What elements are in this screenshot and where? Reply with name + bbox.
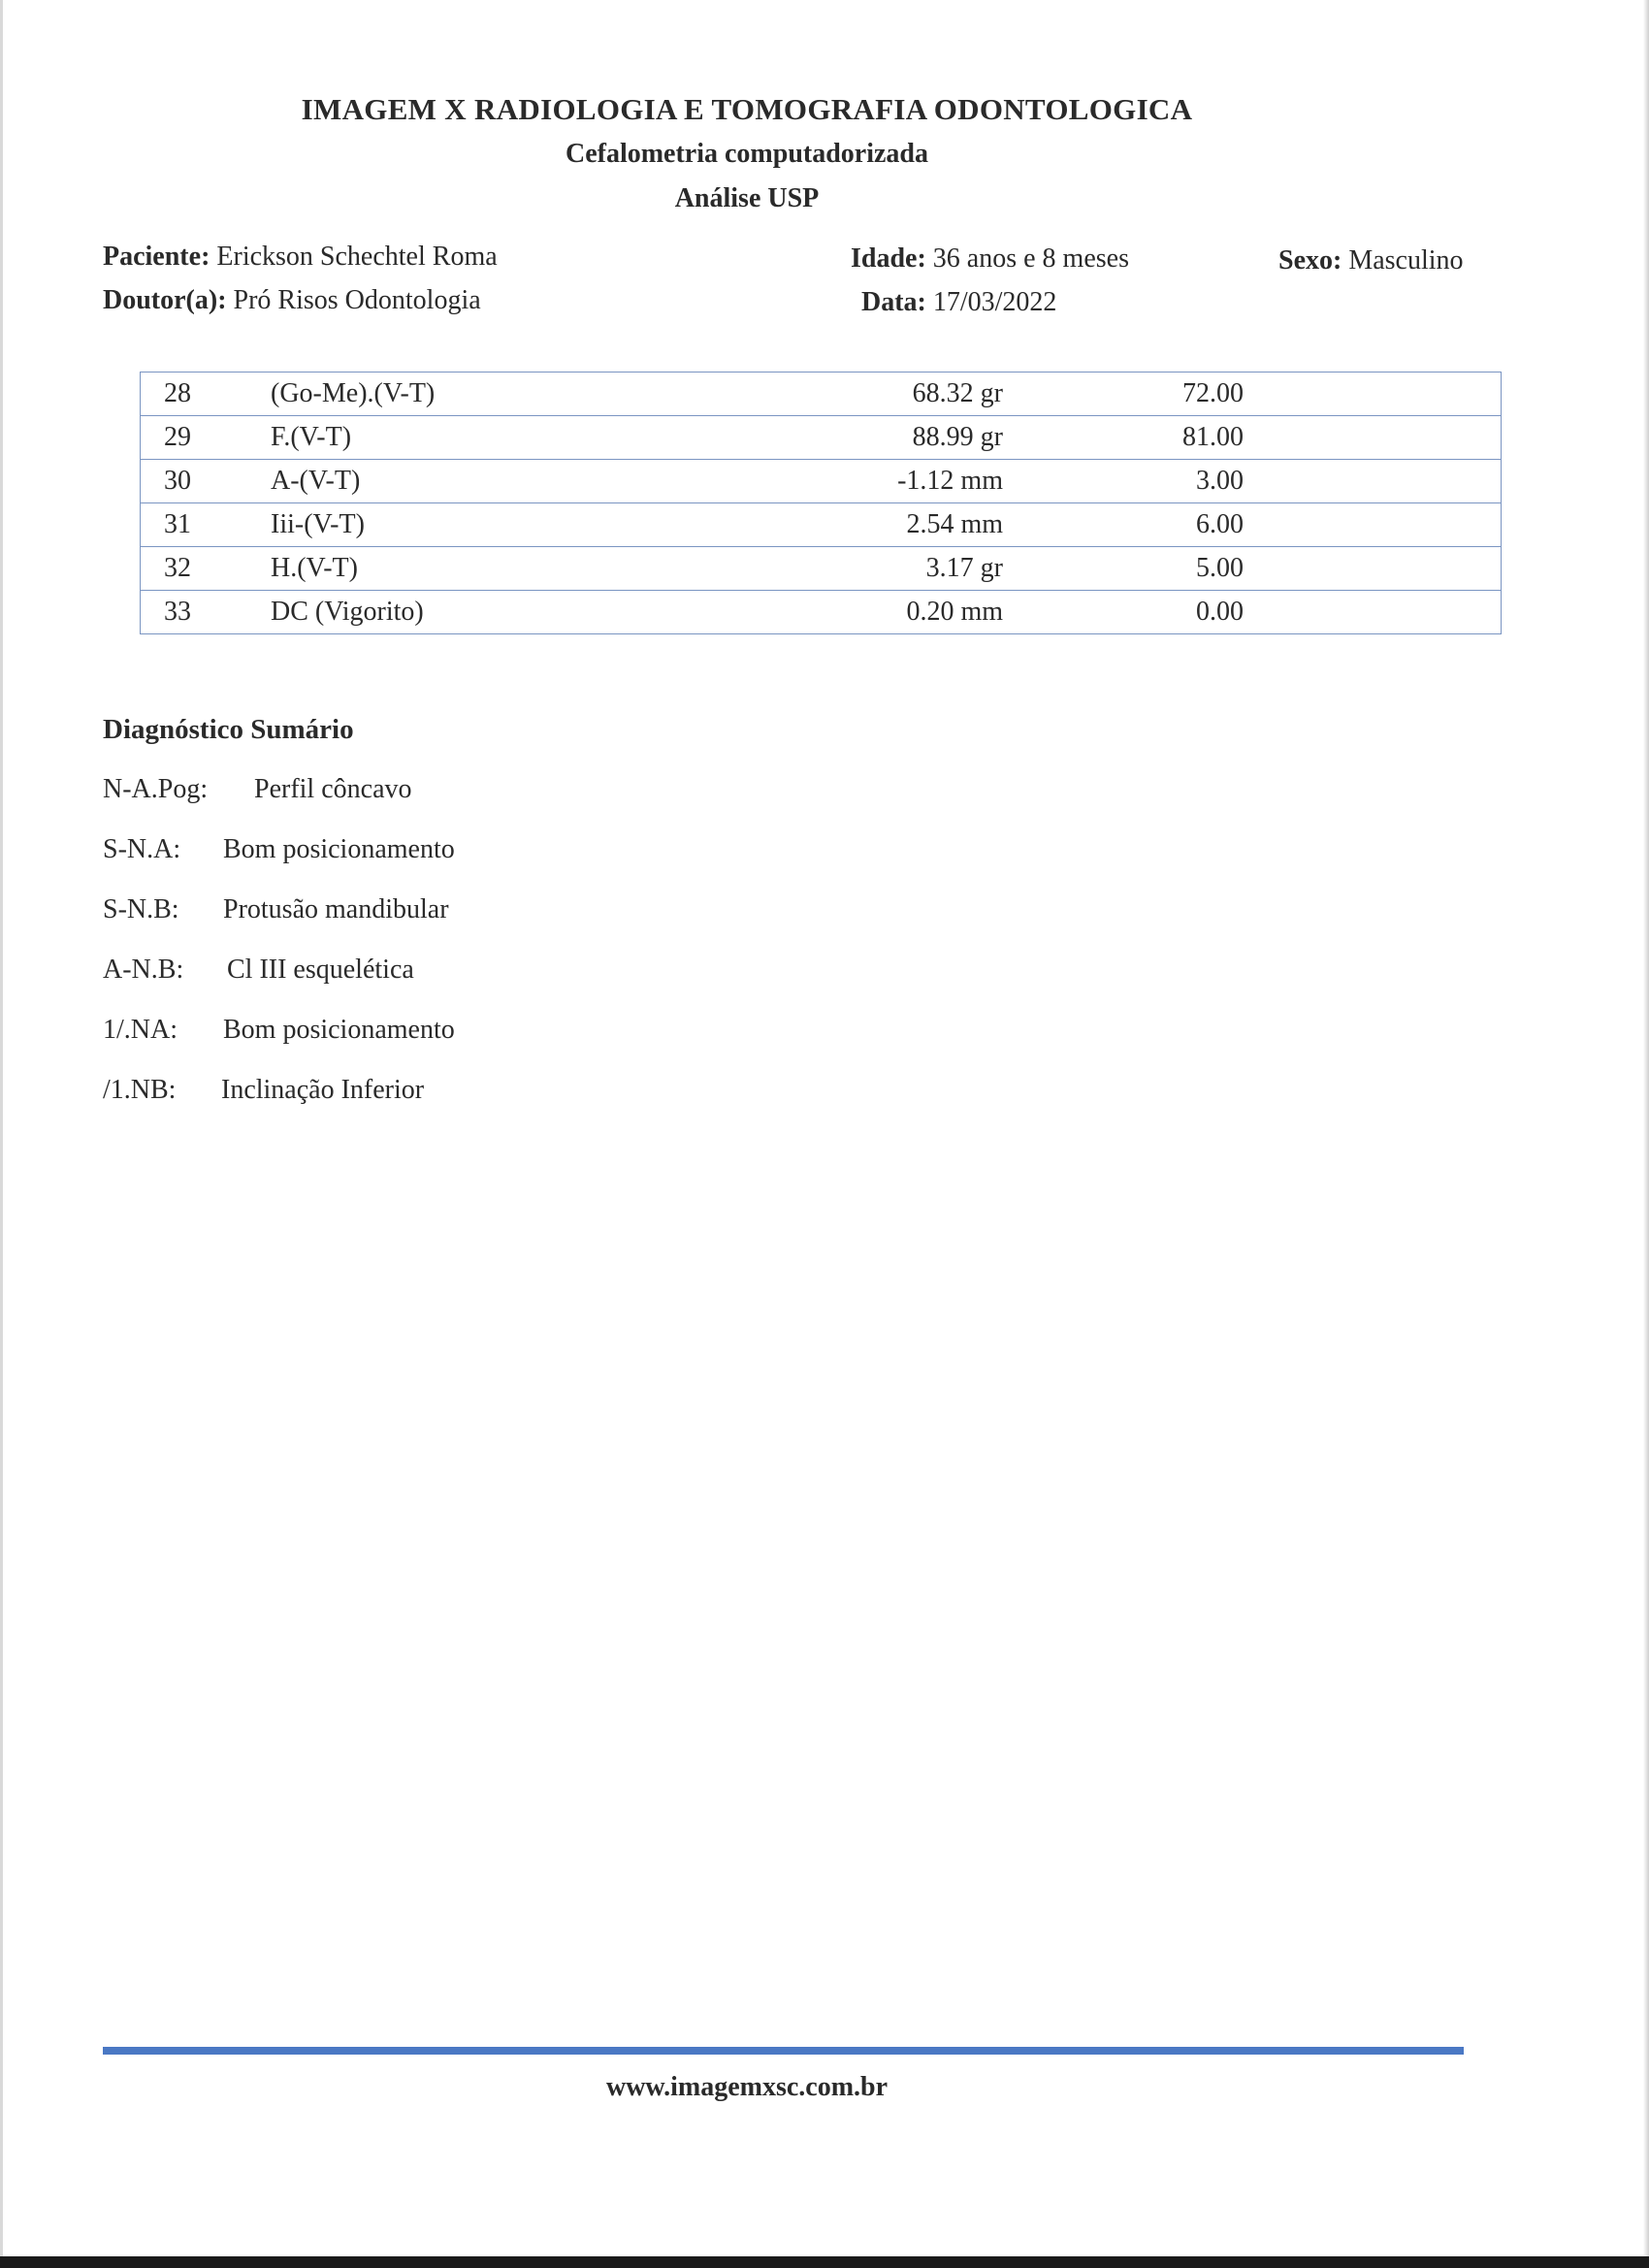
table-row [141, 373, 1502, 416]
table-row [141, 503, 1502, 547]
measurement-description: H.(V-T) [271, 547, 775, 591]
measurement-blank [1244, 416, 1502, 460]
measurement-number: 30 [141, 460, 272, 503]
date-field [861, 287, 1056, 318]
patient-field [103, 242, 498, 273]
diagnosis-title: Diagnóstico Sumário [103, 714, 354, 745]
diagnosis-value: Inclinação Inferior [221, 1075, 425, 1105]
age-field [851, 243, 1129, 275]
diagnosis-item [103, 774, 412, 805]
diagnosis-key: S-N.B: [103, 894, 179, 924]
measurement-reference: 81.00 [1003, 416, 1244, 460]
patient-label: Paciente: [103, 242, 210, 272]
doctor-value: Pró Risos Odontologia [233, 285, 481, 315]
patient-value: Erickson Schechtel Roma [216, 242, 498, 272]
measurement-reference: 72.00 [1003, 373, 1244, 416]
page-edge-left [0, 0, 3, 2268]
measurement-reference: 0.00 [1003, 591, 1244, 634]
measurement-number: 28 [141, 373, 272, 416]
age-label: Idade: [851, 243, 926, 274]
document-subtitle: Cefalometria computadorizada [565, 139, 929, 169]
measurement-blank [1244, 591, 1502, 634]
diagnosis-item [103, 1075, 425, 1106]
analysis-name: Análise USP [674, 183, 820, 213]
measurement-value: 88.99 gr [775, 416, 1003, 460]
diagnosis-item [103, 834, 455, 865]
measurement-blank [1244, 503, 1502, 547]
diagnosis-value: Cl III esquelética [227, 955, 414, 985]
table-row [141, 547, 1502, 591]
measurement-value: 0.20 mm [775, 591, 1003, 634]
measurement-blank [1244, 547, 1502, 591]
measurement-description: DC (Vigorito) [271, 591, 775, 634]
footer-website: www.imagemxsc.com.br [605, 2072, 889, 2102]
diagnosis-key: A-N.B: [103, 955, 184, 985]
footer-divider [103, 2047, 1464, 2055]
diagnosis-key: /1.NB: [103, 1075, 177, 1105]
diagnosis-key: 1/.NA: [103, 1015, 178, 1045]
measurement-value: 2.54 mm [775, 503, 1003, 547]
measurement-description: (Go-Me).(V-T) [271, 373, 775, 416]
sex-field [1278, 245, 1464, 276]
table-row [141, 460, 1502, 503]
measurement-value: -1.12 mm [775, 460, 1003, 503]
table-row [141, 591, 1502, 634]
diagnosis-key: N-A.Pog: [103, 774, 209, 804]
doctor-field [103, 285, 481, 316]
measurement-description: A-(V-T) [271, 460, 775, 503]
measurement-number: 32 [141, 547, 272, 591]
table-row [141, 416, 1502, 460]
measurement-reference: 6.00 [1003, 503, 1244, 547]
diagnosis-key: S-N.A: [103, 834, 181, 864]
measurement-reference: 5.00 [1003, 547, 1244, 591]
doctor-label: Doutor(a): [103, 285, 227, 315]
date-value: 17/03/2022 [932, 287, 1057, 317]
diagnosis-value: Bom posicionamento [223, 1015, 455, 1045]
measurement-blank [1244, 373, 1502, 416]
measurement-description: F.(V-T) [271, 416, 775, 460]
page-edge-bottom [0, 2256, 1649, 2268]
date-label: Data: [861, 287, 926, 317]
diagnosis-item [103, 955, 414, 986]
document-title: IMAGEM X RADIOLOGIA E TOMOGRAFIA ODONTOLOGICA [301, 92, 1193, 126]
measurement-number: 29 [141, 416, 272, 460]
diagnosis-value: Perfil côncavo [254, 774, 412, 804]
measurement-number: 33 [141, 591, 272, 634]
diagnosis-value: Bom posicionamento [223, 834, 455, 864]
sex-label: Sexo: [1278, 245, 1342, 275]
measurement-description: Iii-(V-T) [271, 503, 775, 547]
diagnosis-item [103, 1015, 455, 1046]
age-value: 36 anos e 8 meses [932, 243, 1129, 274]
page-edge-right [1643, 0, 1649, 2268]
diagnosis-value: Protusão mandibular [223, 894, 449, 924]
measurement-value: 68.32 gr [775, 373, 1003, 416]
diagnosis-item [103, 894, 449, 925]
measurement-reference: 3.00 [1003, 460, 1244, 503]
measurement-blank [1244, 460, 1502, 503]
sex-value: Masculino [1348, 245, 1464, 275]
measurement-value: 3.17 gr [775, 547, 1003, 591]
measurement-number: 31 [141, 503, 272, 547]
measurements-table [140, 372, 1502, 634]
